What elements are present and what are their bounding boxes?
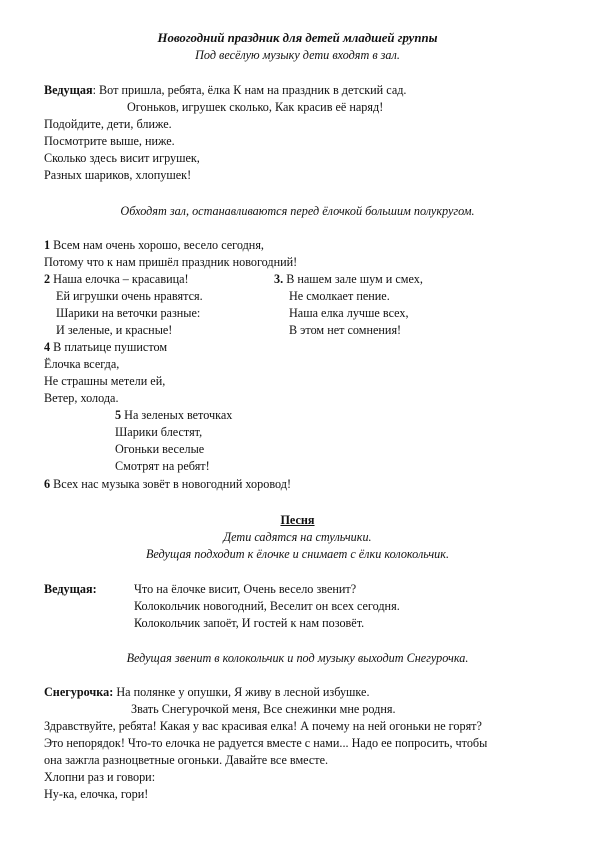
poem-3-line-3: Наша елка лучше всех, bbox=[289, 306, 409, 320]
snegurochka-line-7: Ну-ка, елочка, гори! bbox=[44, 787, 149, 801]
poem-text: Всем нам очень хорошо, весело сегодня, bbox=[50, 238, 264, 252]
poem-3-line-2: Не смолкает пение. bbox=[289, 289, 390, 303]
poem-text: В платьице пушистом bbox=[50, 340, 168, 354]
poem-4-line-1 bbox=[44, 339, 167, 356]
leader-line-3: Колокольчик запоёт, И гостей к нам позовёт. bbox=[134, 616, 365, 630]
stage-direction: Обходят зал, останавливаются перед ёлочкой большим полукругом. bbox=[120, 204, 475, 218]
intro-line-2: Огоньков, игрушек сколько, Как красив её наряд! bbox=[127, 100, 384, 114]
speaker-label: Снегурочка: bbox=[44, 685, 114, 699]
intro-line-6: Разных шариков, хлопушек! bbox=[44, 168, 192, 182]
poem-number: 5 bbox=[115, 408, 122, 422]
poem-number: 2 bbox=[44, 272, 51, 286]
page-title: Новогодний праздник для детей младшей группы bbox=[157, 31, 438, 45]
snegurochka-line-5: она зажгла разноцветные огоньки. Давайте все вместе. bbox=[44, 753, 329, 767]
snegurochka-line-6: Хлопни раз и говори: bbox=[44, 770, 156, 784]
poem-5-line-4: Смотрят на ребят! bbox=[115, 459, 210, 473]
intro-line-1 bbox=[44, 82, 406, 99]
poem-number: 6 bbox=[44, 477, 51, 491]
poem-2-line-3: Шарики на веточки разные: bbox=[56, 306, 201, 320]
poem-text: Наша елочка – красавица! bbox=[50, 272, 189, 286]
stage-direction: Ведущая звенит в колокольчик и под музыку выходит Снегурочка. bbox=[126, 651, 469, 665]
speaker-label: Ведущая bbox=[44, 83, 93, 97]
poem-4-line-3: Не страшны метели ей, bbox=[44, 374, 166, 388]
poem-5-line-2: Шарики блестят, bbox=[115, 425, 203, 439]
snegurochka-line-1 bbox=[44, 684, 370, 701]
poem-2-line-2: Ей игрушки очень нравятся. bbox=[56, 289, 203, 303]
poem-text: На зеленых веточках bbox=[121, 408, 233, 422]
poem-2-line-1 bbox=[44, 271, 189, 288]
leader-line-1: Что на ёлочке висит, Очень весело звенит? bbox=[134, 582, 357, 596]
intro-line-3: Подойдите, дети, ближе. bbox=[44, 117, 172, 131]
snegurochka-line-2: Звать Снегурочкой меня, Все снежинки мне родня. bbox=[131, 702, 396, 716]
poem-6-line-1 bbox=[44, 476, 291, 493]
leader-line-2: Колокольчик новогодний, Веселит он всех сегодня. bbox=[134, 599, 400, 613]
intro-line-5: Сколько здесь висит игрушек, bbox=[44, 151, 200, 165]
poem-2-line-4: И зеленые, и красные! bbox=[56, 323, 173, 337]
poem-5-line-1 bbox=[115, 407, 232, 424]
poem-1-line-1 bbox=[44, 237, 264, 254]
intro-text: : Вот пришла, ребята, ёлка К нам на праздник в детский сад. bbox=[92, 83, 407, 97]
snegurochka-line-4: Это непорядок! Что-то елочка не радуется вместе с нами... Надо ее попросить, чтобы bbox=[44, 736, 488, 750]
song-direction-2: Ведущая подходит к ёлочке и снимает с ёлки колокольчик. bbox=[145, 547, 450, 561]
poem-5-line-3: Огоньки веселые bbox=[115, 442, 205, 456]
page-subtitle: Под весёлую музыку дети входят в зал. bbox=[195, 48, 400, 62]
song-heading: Песня bbox=[280, 513, 315, 527]
poem-3-line-1 bbox=[274, 271, 423, 288]
poem-3-line-4: В этом нет сомнения! bbox=[289, 323, 402, 337]
poem-4-line-4: Ветер, холода. bbox=[44, 391, 119, 405]
snegurochka-line-3: Здравствуйте, ребята! Какая у вас красивая елка! А почему на ней огоньки не горят? bbox=[44, 719, 482, 733]
poem-4-line-2: Ёлочка всегда, bbox=[44, 357, 120, 371]
intro-line-4: Посмотрите выше, ниже. bbox=[44, 134, 175, 148]
poem-number: 4 bbox=[44, 340, 51, 354]
poem-text: Всех нас музыка зовёт в новогодний хоровод! bbox=[50, 477, 291, 491]
snegurochka-text: На полянке у опушки, Я живу в лесной избушке. bbox=[113, 685, 370, 699]
song-direction-1: Дети садятся на стульчики. bbox=[223, 530, 372, 544]
poem-text: В нашем зале шум и смех, bbox=[283, 272, 423, 286]
poem-number: 1 bbox=[44, 238, 51, 252]
poem-number: 3. bbox=[274, 272, 284, 286]
speaker-label: Ведущая: bbox=[44, 582, 97, 596]
poem-1-line-2: Потому что к нам пришёл праздник новогодний! bbox=[44, 255, 298, 269]
